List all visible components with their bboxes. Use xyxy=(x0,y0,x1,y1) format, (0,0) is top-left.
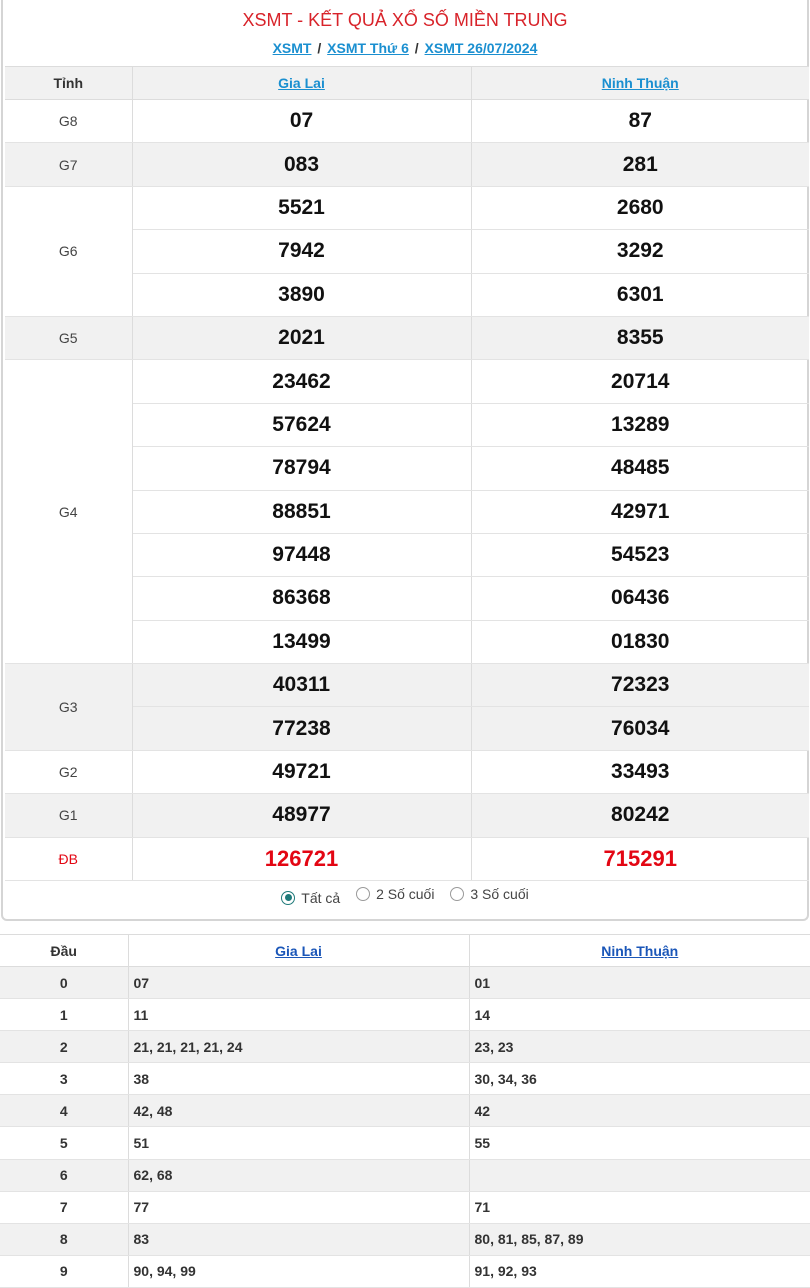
breadcrumb-xsmt-thu6-link[interactable]: XSMT Thứ 6 xyxy=(327,40,409,56)
tail-values-ninh-thuan: 30, 34, 36 xyxy=(469,1063,810,1095)
tail-values-ninh-thuan: 55 xyxy=(469,1127,810,1159)
head-digit-row xyxy=(0,1127,810,1159)
breadcrumb-xsmt-date-link[interactable]: XSMT 26/07/2024 xyxy=(424,40,538,56)
page-title: XSMT - KẾT QUẢ XỔ SỐ MIỀN TRUNG xyxy=(242,10,568,30)
prize-row xyxy=(5,360,809,403)
province-link-gia-lai[interactable]: Gia Lai xyxy=(278,75,325,91)
breadcrumb xyxy=(3,40,807,56)
head-digit-row xyxy=(0,1031,810,1063)
column-header-head-digit: Đầu xyxy=(0,935,128,967)
tail-values-ninh-thuan: 42 xyxy=(469,1095,810,1127)
tail-values-gia-lai: 11 xyxy=(128,999,469,1031)
result-number-ninh-thuan: 3292 xyxy=(471,230,809,273)
breadcrumb-separator: / xyxy=(317,40,322,56)
tail-values-ninh-thuan: 91, 92, 93 xyxy=(469,1255,810,1287)
breadcrumb-separator: / xyxy=(414,40,419,56)
result-number-gia-lai: 57624 xyxy=(132,403,471,446)
filter-option-label: Tất cả xyxy=(301,889,341,906)
digit-filter xyxy=(3,886,807,906)
tail-values-gia-lai: 90, 94, 99 xyxy=(128,1255,469,1287)
prize-row xyxy=(5,143,809,186)
prize-label: G8 xyxy=(5,100,132,143)
head-digit: 9 xyxy=(0,1255,128,1287)
tail-values-gia-lai: 21, 21, 21, 21, 24 xyxy=(128,1031,469,1063)
prize-row xyxy=(5,794,809,837)
head-digit-row xyxy=(0,967,810,999)
head-digit: 7 xyxy=(0,1191,128,1223)
column-header-ninh-thuan xyxy=(471,67,809,100)
tail-values-gia-lai: 83 xyxy=(128,1223,469,1255)
head-digit: 6 xyxy=(0,1159,128,1191)
result-number-gia-lai: 49721 xyxy=(132,750,471,793)
result-number-gia-lai: 2021 xyxy=(132,316,471,359)
filter-option-last-3[interactable] xyxy=(450,886,528,902)
head-digit: 2 xyxy=(0,1031,128,1063)
results-header-row xyxy=(5,67,809,100)
province-link-gia-lai[interactable]: Gia Lai xyxy=(275,942,322,959)
head-digit: 0 xyxy=(0,967,128,999)
result-number-ninh-thuan: 20714 xyxy=(471,360,809,403)
head-digit: 1 xyxy=(0,999,128,1031)
prize-label: G1 xyxy=(5,794,132,837)
result-number-gia-lai: 083 xyxy=(132,143,471,186)
tail-values-ninh-thuan: 71 xyxy=(469,1191,810,1223)
result-number-gia-lai: 23462 xyxy=(132,360,471,403)
head-digit: 3 xyxy=(0,1063,128,1095)
head-digit-row xyxy=(0,1223,810,1255)
prize-label: G7 xyxy=(5,143,132,186)
result-number-ninh-thuan: 33493 xyxy=(471,750,809,793)
result-number-gia-lai: 3890 xyxy=(132,273,471,316)
tail-values-ninh-thuan: 23, 23 xyxy=(469,1031,810,1063)
result-number-gia-lai: 5521 xyxy=(132,186,471,229)
head-digit-row xyxy=(0,1255,810,1287)
tail-values-gia-lai: 38 xyxy=(128,1063,469,1095)
result-number-gia-lai: 88851 xyxy=(132,490,471,533)
prize-row xyxy=(5,100,809,143)
prize-label: G5 xyxy=(5,316,132,359)
head-digit: 8 xyxy=(0,1223,128,1255)
radio-selected-icon[interactable] xyxy=(281,891,295,905)
result-number-ninh-thuan: 01830 xyxy=(471,620,809,663)
result-number-ninh-thuan: 80242 xyxy=(471,794,809,837)
result-number-ninh-thuan: 76034 xyxy=(471,707,809,750)
result-number-gia-lai: 86368 xyxy=(132,577,471,620)
result-number-gia-lai: 126721 xyxy=(132,837,471,880)
prize-label: G6 xyxy=(5,186,132,316)
tail-values-gia-lai: 07 xyxy=(128,967,469,999)
head-digit-row xyxy=(0,1159,810,1191)
result-number-gia-lai: 13499 xyxy=(132,620,471,663)
column-header-gia-lai xyxy=(128,935,469,967)
result-number-ninh-thuan: 6301 xyxy=(471,273,809,316)
prize-row xyxy=(5,664,809,707)
column-header-province: Tỉnh xyxy=(5,67,132,100)
prize-label: G3 xyxy=(5,664,132,751)
head-digit-row xyxy=(0,1191,810,1223)
tail-values-gia-lai: 77 xyxy=(128,1191,469,1223)
filter-option-label: 2 Số cuối xyxy=(376,886,435,902)
result-number-gia-lai: 78794 xyxy=(132,447,471,490)
tail-values-ninh-thuan: 01 xyxy=(469,967,810,999)
head-digit-header-row xyxy=(0,935,810,967)
result-number-ninh-thuan: 42971 xyxy=(471,490,809,533)
prize-row xyxy=(5,837,809,880)
result-number-ninh-thuan: 281 xyxy=(471,143,809,186)
prize-label: G4 xyxy=(5,360,132,664)
head-digit-row xyxy=(0,1095,810,1127)
filter-option-last-2[interactable] xyxy=(356,886,434,902)
filter-option-all[interactable] xyxy=(281,890,340,906)
head-digit-table xyxy=(0,934,810,1288)
result-number-gia-lai: 48977 xyxy=(132,794,471,837)
filter-option-label: 3 Số cuối xyxy=(470,886,529,902)
prize-row xyxy=(5,186,809,229)
tail-values-ninh-thuan: 80, 81, 85, 87, 89 xyxy=(469,1223,810,1255)
prize-row xyxy=(5,750,809,793)
head-digit-row xyxy=(0,999,810,1031)
prize-row xyxy=(5,316,809,359)
column-header-gia-lai xyxy=(132,67,471,100)
tail-values-ninh-thuan: 14 xyxy=(469,999,810,1031)
results-body xyxy=(5,100,809,881)
result-number-ninh-thuan: 8355 xyxy=(471,316,809,359)
tail-values-gia-lai: 42, 48 xyxy=(128,1095,469,1127)
prize-label: G2 xyxy=(5,750,132,793)
head-digit-row xyxy=(0,1063,810,1095)
result-number-ninh-thuan: 48485 xyxy=(471,447,809,490)
prize-label: ĐB xyxy=(5,837,132,880)
head-digit-body xyxy=(0,967,810,1288)
tail-values-gia-lai: 62, 68 xyxy=(128,1159,469,1191)
province-link-ninh-thuan[interactable]: Ninh Thuận xyxy=(601,942,679,959)
radio-icon[interactable] xyxy=(450,887,464,901)
radio-icon[interactable] xyxy=(356,887,370,901)
result-number-ninh-thuan: 72323 xyxy=(471,664,809,707)
results-table xyxy=(5,66,809,881)
result-number-ninh-thuan: 13289 xyxy=(471,403,809,446)
result-number-ninh-thuan: 2680 xyxy=(471,186,809,229)
result-number-ninh-thuan: 715291 xyxy=(471,837,809,880)
head-digit: 4 xyxy=(0,1095,128,1127)
breadcrumb-xsmt-link[interactable]: XSMT xyxy=(272,40,312,56)
result-number-gia-lai: 97448 xyxy=(132,533,471,576)
result-number-gia-lai: 77238 xyxy=(132,707,471,750)
result-number-gia-lai: 40311 xyxy=(132,664,471,707)
province-link-ninh-thuan[interactable]: Ninh Thuận xyxy=(601,75,679,91)
result-number-gia-lai: 07 xyxy=(132,100,471,143)
head-digit: 5 xyxy=(0,1127,128,1159)
tail-values-ninh-thuan xyxy=(469,1159,810,1191)
result-number-ninh-thuan: 54523 xyxy=(471,533,809,576)
column-header-ninh-thuan xyxy=(469,935,810,967)
results-card xyxy=(1,0,809,921)
result-number-ninh-thuan: 06436 xyxy=(471,577,809,620)
result-number-gia-lai: 7942 xyxy=(132,230,471,273)
result-number-ninh-thuan: 87 xyxy=(471,100,809,143)
tail-values-gia-lai: 51 xyxy=(128,1127,469,1159)
